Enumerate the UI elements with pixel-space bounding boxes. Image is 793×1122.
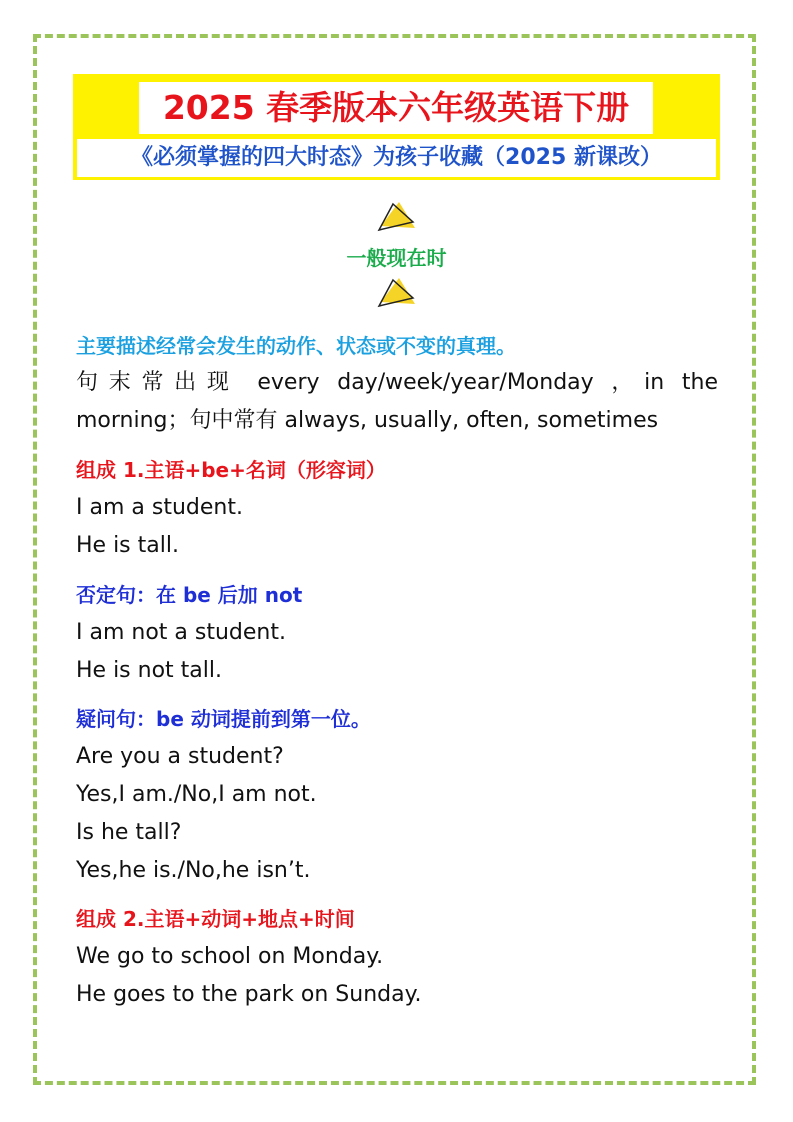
question-rule-title: 疑问句：be 动词提前到第一位。: [76, 707, 371, 731]
example-sentence: Yes,he is./No,he isn’t.: [76, 858, 311, 883]
usage-description: 主要描述经常会发生的动作、状态或不变的真理。: [76, 334, 516, 358]
example-sentence: He goes to the park on Sunday.: [76, 982, 422, 1007]
page-title: 2025 春季版本六年级英语下册: [139, 82, 653, 134]
page-subtitle: 《必须掌握的四大时态》为孩子收藏（2025 新课改）: [77, 139, 716, 177]
negative-rule-title: 否定句：在 be 后加 not: [76, 583, 303, 607]
example-sentence: We go to school on Monday.: [76, 944, 384, 969]
structure-1-title: 组成 1.主语+be+名词（形容词）: [76, 458, 386, 482]
example-sentence: I am not a student.: [76, 620, 286, 645]
example-sentence: I am a student.: [76, 495, 243, 520]
triangle-icon: [377, 276, 417, 308]
example-sentence: He is tall.: [76, 533, 179, 558]
example-sentence: Yes,I am./No,I am not.: [76, 782, 317, 807]
time-words-line-2: morning；句中常有 always, usually, often, sometimes: [76, 408, 659, 433]
structure-2-title: 组成 2.主语+动词+地点+时间: [76, 907, 355, 931]
example-sentence: He is not tall.: [76, 658, 222, 683]
time-words-line-1: 句末常出现 every day/week/year/Monday ，in the: [76, 370, 718, 395]
section-heading: 一般现在时: [346, 246, 447, 270]
triangle-icon: [377, 200, 417, 232]
example-sentence: Are you a student?: [76, 744, 284, 769]
example-sentence: Is he tall?: [76, 820, 182, 845]
